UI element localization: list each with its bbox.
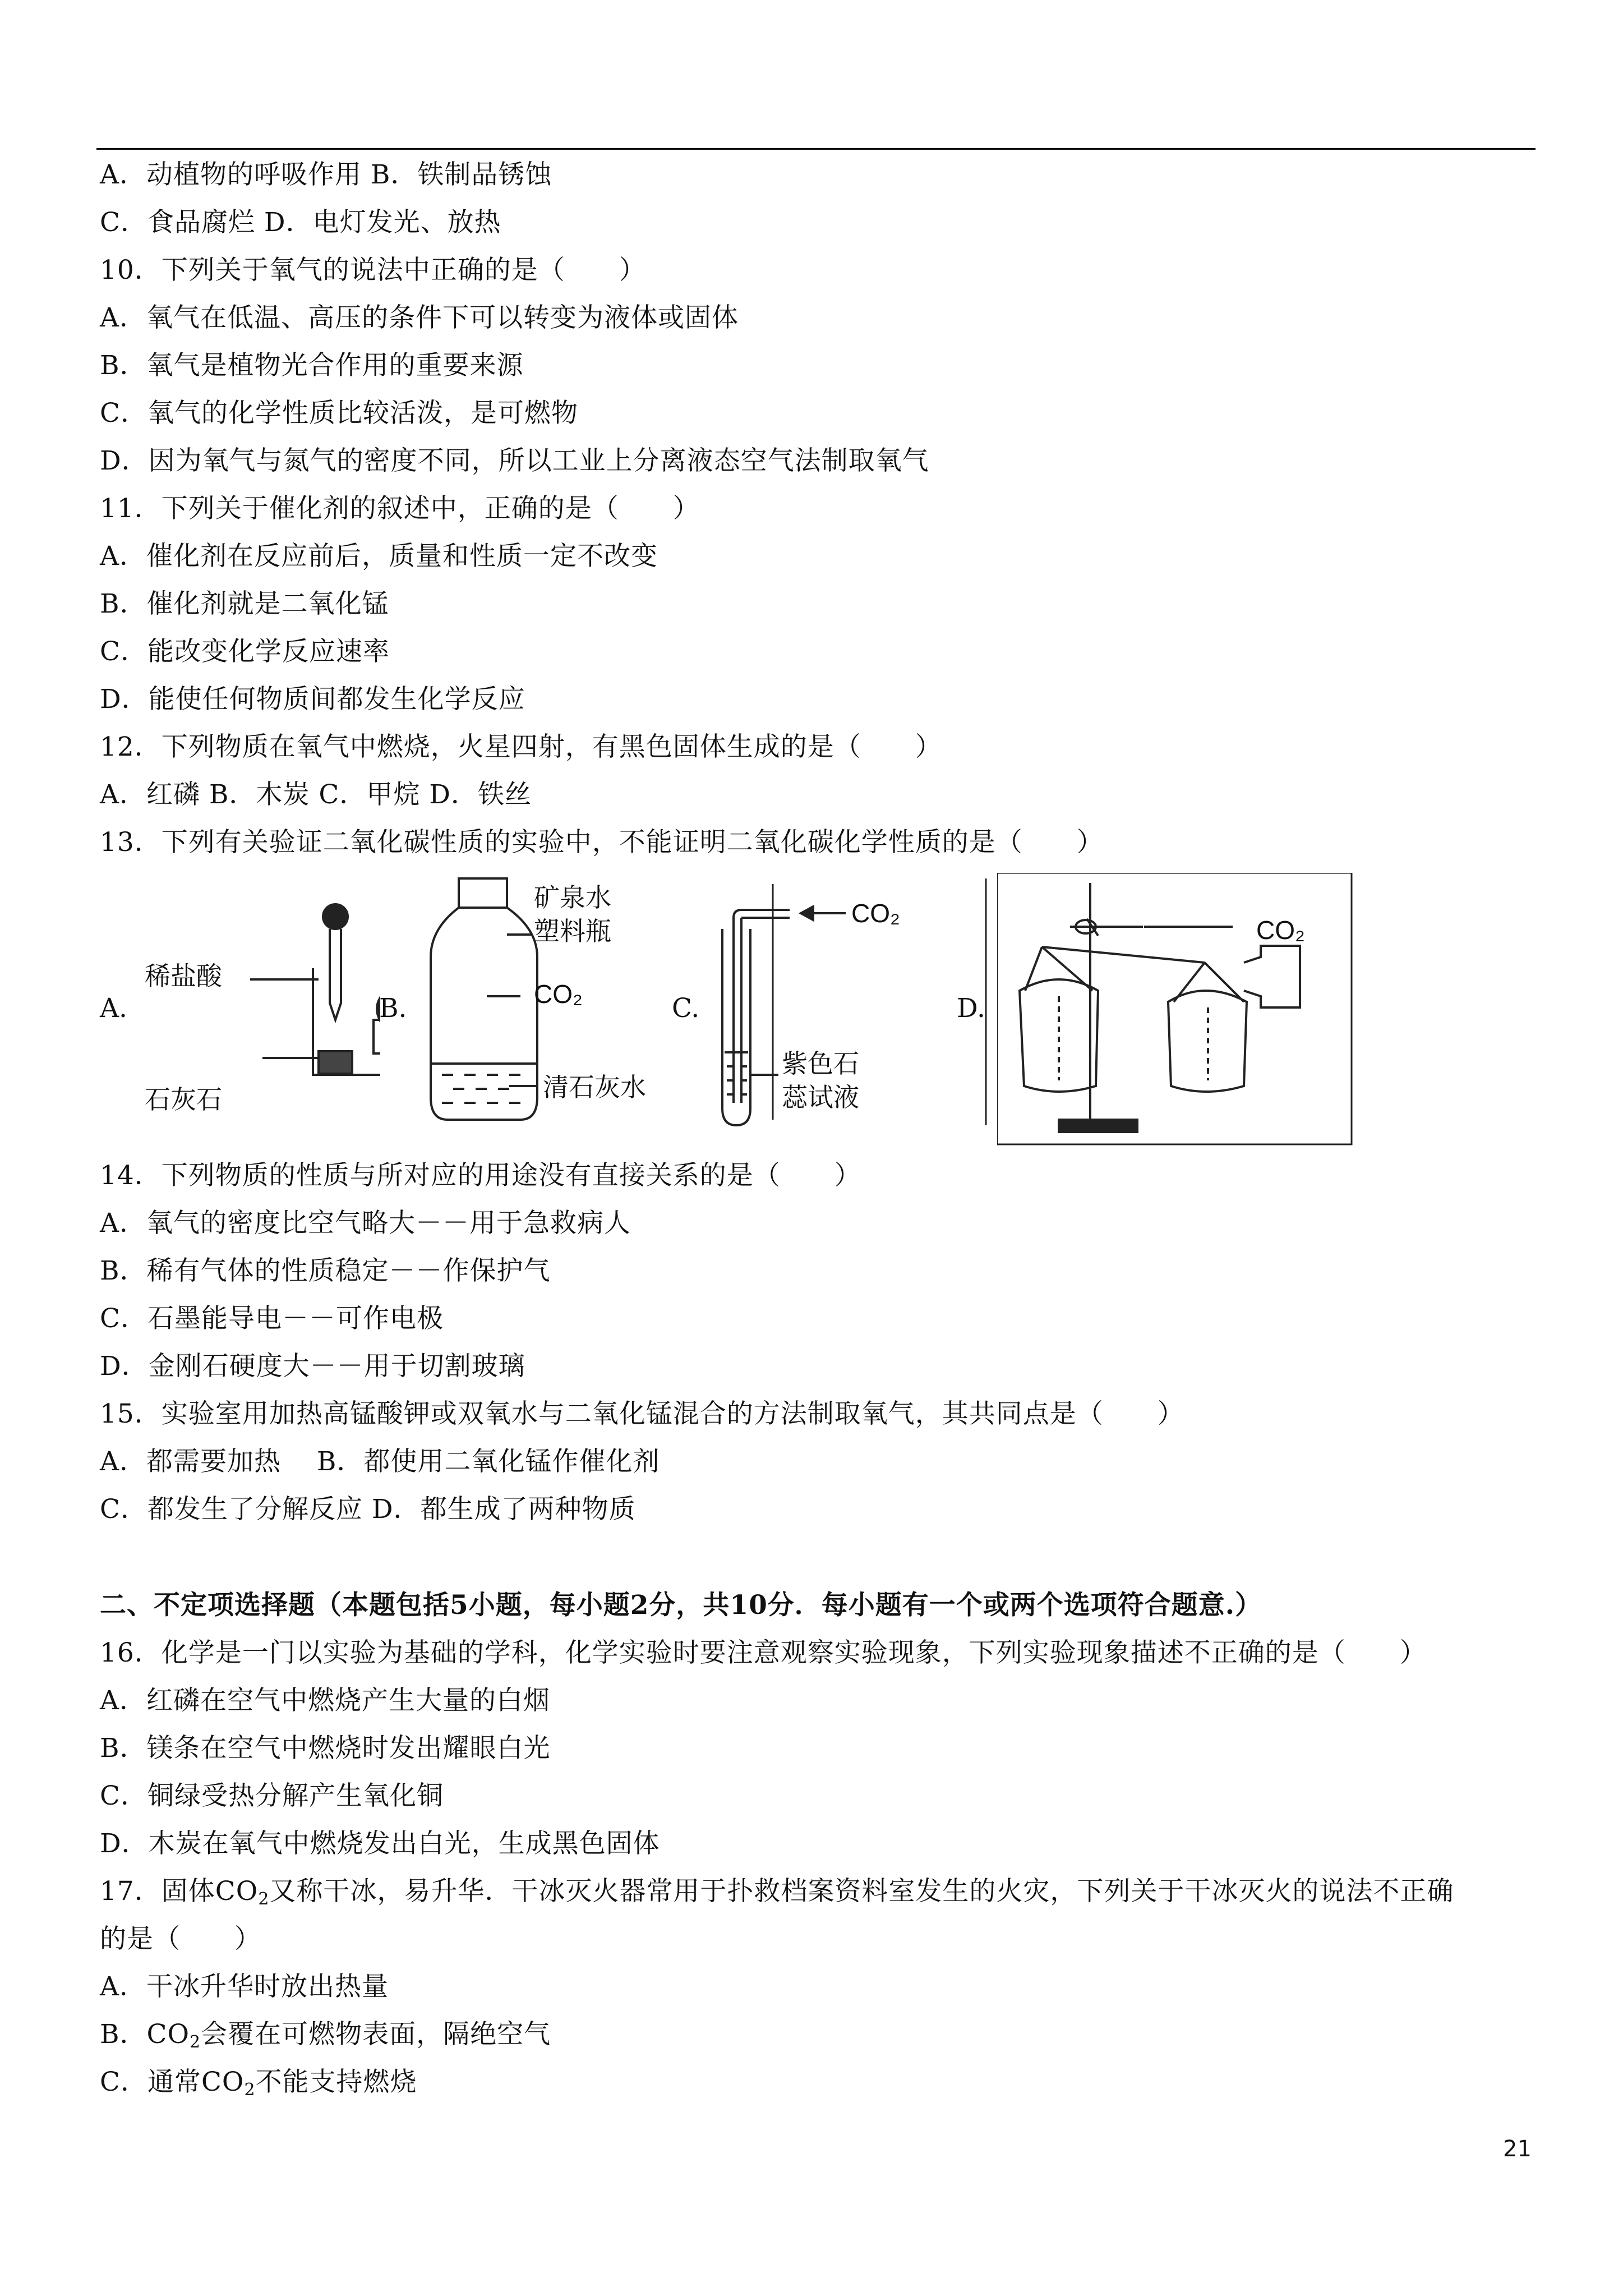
label-co2: CO₂	[534, 979, 583, 1009]
q10-option-b: B．氧气是植物光合作用的重要来源	[100, 350, 524, 381]
q14-option-b: B．稀有气体的性质稳定－－作保护气	[100, 1255, 551, 1286]
label-mineral-water: 矿泉水	[534, 883, 611, 912]
q14-option-d: D．金刚石硬度大－－用于切割玻璃	[100, 1351, 525, 1382]
q10-option-c: C．氧气的化学性质比较活泼，是可燃物	[100, 398, 578, 429]
q11-stem: 11．下列关于催化剂的叙述中，正确的是（ ）	[100, 493, 700, 524]
q17-option-b: B．$CO_2$会覆在可燃物表面，隔绝空气	[100, 2019, 551, 2052]
figure-label-d: D.	[957, 993, 985, 1024]
q15-option-ab: A．都需要加热 B．都使用二氧化锰作催化剂	[100, 1446, 660, 1477]
q15-option-cd: C．都发生了分解反应 D．都生成了两种物质	[100, 1494, 636, 1525]
figure-a-acid-limestone	[145, 873, 380, 1114]
page-number: 21	[1503, 2136, 1532, 2162]
q13-stem: 13．下列有关验证二氧化碳性质的实验中，不能证明二氧化碳化学性质的是（ ）	[100, 827, 1104, 858]
q14-option-c: C．石墨能导电－－可作电极	[100, 1303, 444, 1334]
q16-option-d: D．木炭在氧气中燃烧发出白光，生成黑色固体	[100, 1828, 660, 1859]
figure-label-b: B.	[379, 993, 407, 1024]
label-co2-inlet: CO₂	[851, 899, 900, 928]
section-heading: 二、不定项选择题（本题包括5小题，每小题2分，共10分．每小题有一个或两个选项符合题意.）	[100, 1590, 1262, 1621]
q16-option-b: B．镁条在空气中燃烧时发出耀眼白光	[100, 1733, 551, 1764]
q17-option-a: A．干冰升华时放出热量	[100, 1971, 389, 2002]
q16-option-c: C．铜绿受热分解产生氧化铜	[100, 1780, 444, 1811]
q15-stem: 15．实验室用加热高锰酸钾或双氧水与二氧化锰混合的方法制取氧气，其共同点是（ ）	[100, 1398, 1184, 1429]
q11-option-c: C．能改变化学反应速率	[100, 636, 390, 667]
q14-option-a: A．氧气的密度比空气略大－－用于急救病人	[100, 1208, 631, 1239]
label-plastic-bottle: 塑料瓶	[534, 917, 611, 946]
q12-options: A．红磷 B．木炭 C．甲烷 D．铁丝	[100, 779, 532, 810]
q14-stem: 14．下列物质的性质与所对应的用途没有直接关系的是（ ）	[100, 1160, 861, 1191]
q9-option-cd: C．食品腐烂 D．电灯发光、放热	[100, 207, 501, 238]
label-limewater: 清石灰水	[543, 1073, 646, 1102]
q17-option-c: C．通常$CO_2$不能支持燃烧	[100, 2067, 417, 2100]
figure-label-c: C.	[672, 993, 700, 1024]
q10-stem: 10．下列关于氧气的说法中正确的是（ ）	[100, 255, 646, 286]
q11-option-b: B．催化剂就是二氧化锰	[100, 588, 389, 619]
label-litmus-1: 紫色石	[782, 1049, 859, 1078]
q16-option-a: A．红磷在空气中燃烧产生大量的白烟	[100, 1685, 550, 1716]
q12-stem: 12．下列物质在氧气中燃烧，火星四射，有黑色固体生成的是（ ）	[100, 731, 942, 762]
q11-option-d: D．能使任何物质间都发生化学反应	[100, 684, 525, 715]
q10-option-d: D．因为氧气与氮气的密度不同，所以工业上分离液态空气法制取氧气	[100, 445, 929, 476]
q17-stem-cont: 的是（ ）	[100, 1924, 261, 1954]
q13-figures	[100, 873, 1362, 1153]
q16-stem: 16．化学是一门以实验为基础的学科，化学实验时要注意观察实验现象，下列实验现象描述不正确的是（ ）	[100, 1637, 1427, 1668]
header-rule	[96, 148, 1536, 150]
label-dilute-hcl: 稀盐酸	[145, 961, 222, 991]
label-limestone: 石灰石	[145, 1085, 222, 1114]
q17-stem: 17．固体$CO_2$又称干冰，易升华．干冰灭火器常用于扑救档案资料室发生的火灾，下列关于干冰灭火的说法不正确	[100, 1876, 1454, 1909]
q10-option-a: A．氧气在低温、高压的条件下可以转变为液体或固体	[100, 302, 739, 333]
figure-d-balance	[997, 873, 1367, 1153]
q9-option-ab: A．动植物的呼吸作用 B．铁制品锈蚀	[100, 159, 552, 190]
label-co2-source: CO₂	[1256, 915, 1305, 945]
label-litmus-2: 蕊试液	[782, 1083, 859, 1112]
figure-label-a: A.	[100, 993, 127, 1024]
q11-option-a: A．催化剂在反应前后，质量和性质一定不改变	[100, 541, 658, 572]
